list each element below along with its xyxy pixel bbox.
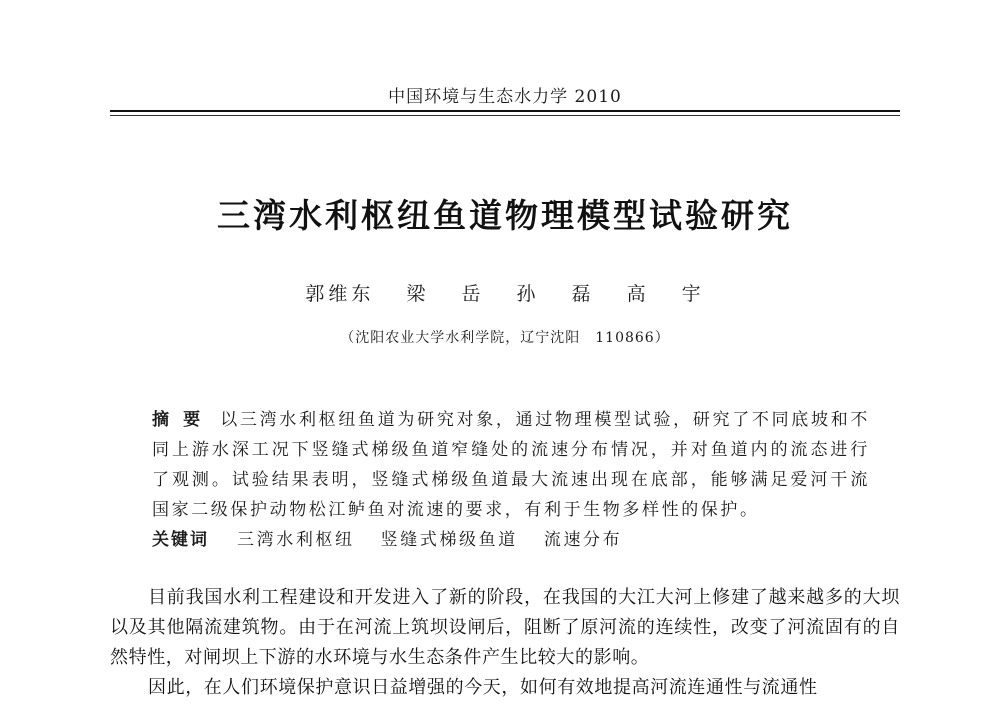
- running-head: 中国环境与生态水力学 2010: [388, 87, 622, 107]
- affiliation: （沈阳农业大学水利学院，辽宁沈阳 110866）: [340, 330, 670, 346]
- paper-title: 三湾水利枢纽鱼道物理模型试验研究: [217, 196, 793, 235]
- author-name: 郭维东: [305, 283, 375, 305]
- body-text: [110, 583, 900, 703]
- keyword: 三湾水利枢纽: [237, 530, 355, 550]
- author-list: [110, 279, 900, 306]
- abstract-text: 以三湾水利枢纽鱼道为研究对象，通过物理模型试验，研究了不同底坡和不同上游水深工况下竖缝式梯级鱼道窄缝处的流速分布情况，并对鱼道内的流态进行了观测。试验结果表明，竖缝式梯级鱼道最大流速出现在底部，能够满足爱河干流国家二级保护动物松江鲈鱼对流速的要求，有利于生物多样性的保护。: [152, 410, 870, 520]
- header-rule-thin: [110, 115, 900, 116]
- body-paragraph: 目前我国水利工程建设和开发进入了新的阶段，在我国的大江大河上修建了越来越多的大坝以及其他隔流建筑物。由于在河流上筑坝设闸后，阻断了原河流的连续性，改变了河流固有的自然特性，对闸坝上下游的水环境与水生态条件产生比较大的影响。: [110, 587, 900, 668]
- author-name: 梁 岳: [406, 283, 485, 305]
- body-paragraph: 因此，在人们环境保护意识日益增强的今天，如何有效地提高河流连通性与流通性: [148, 677, 818, 698]
- abstract-label: 摘要: [152, 410, 215, 430]
- author-name: 高 宇: [626, 283, 705, 305]
- keyword: 竖缝式梯级鱼道: [380, 530, 518, 550]
- keywords: [152, 526, 870, 554]
- abstract: [152, 405, 870, 525]
- header-rule-thick: [110, 110, 900, 112]
- author-name: 孙 磊: [516, 283, 595, 305]
- keywords-label: 关键词: [152, 530, 209, 550]
- keyword: 流速分布: [543, 530, 623, 550]
